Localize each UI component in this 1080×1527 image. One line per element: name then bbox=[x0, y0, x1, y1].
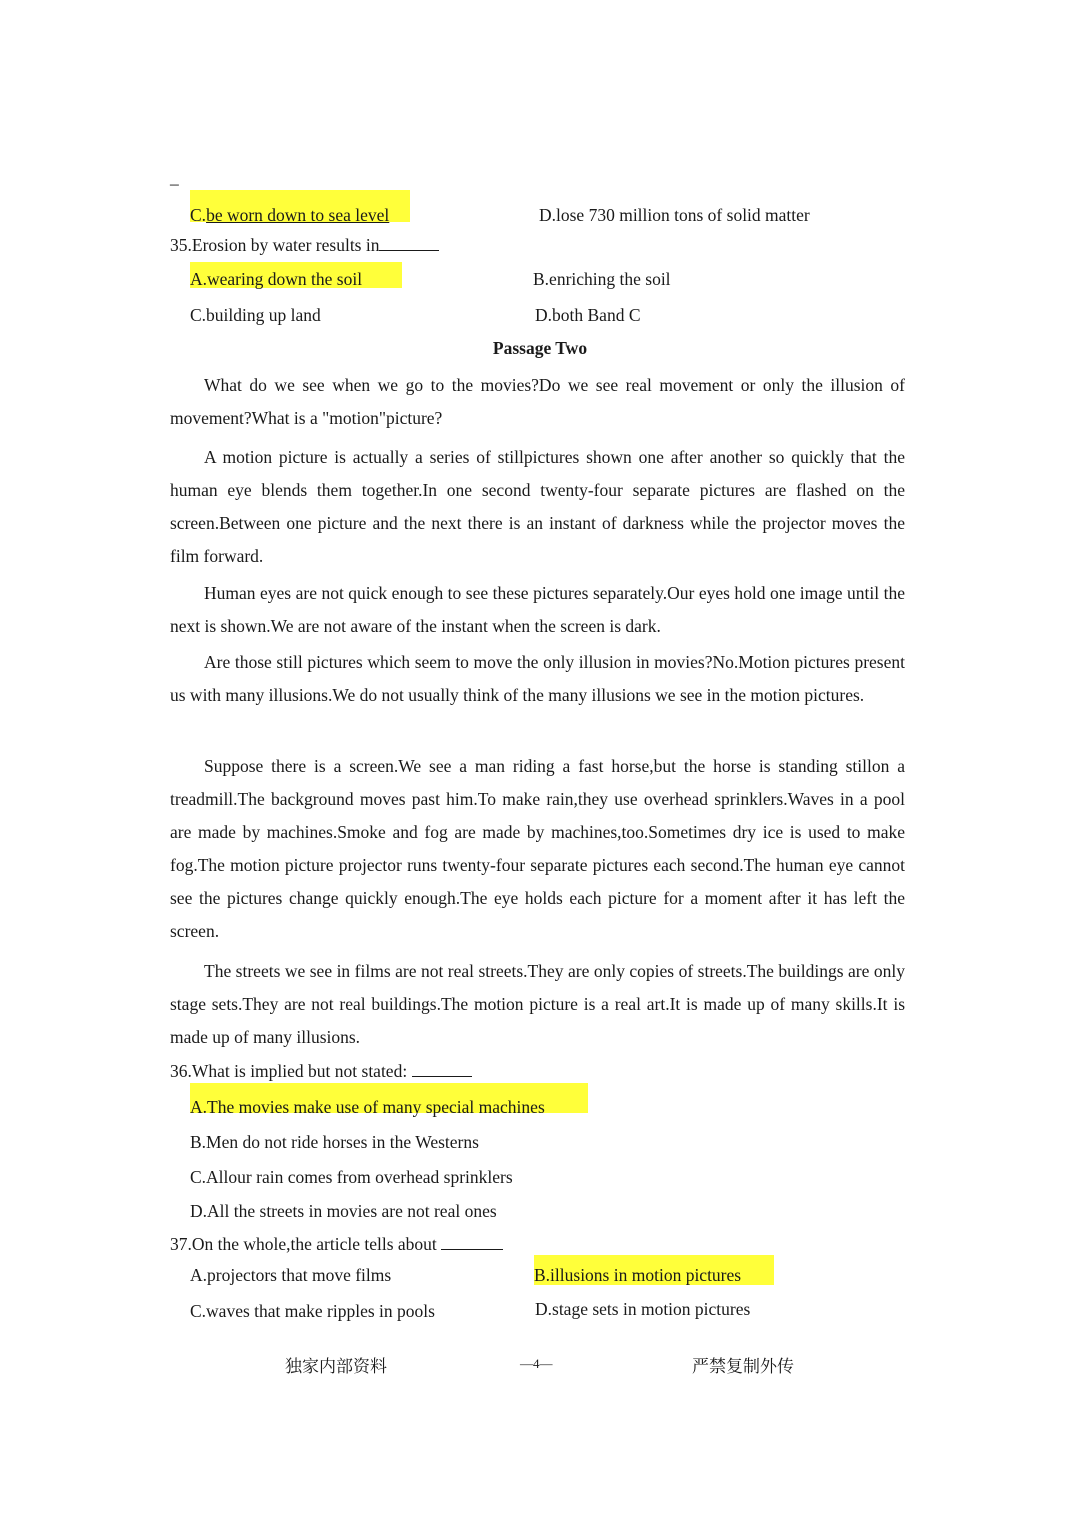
answer-blank bbox=[441, 1233, 503, 1250]
q35-option-d: D.both Band C bbox=[535, 305, 641, 325]
q36-stem-text: 36.What is implied but not stated: bbox=[170, 1061, 412, 1081]
footer-right: 严禁复制外传 bbox=[692, 1357, 794, 1376]
q35-option-b: B.enriching the soil bbox=[533, 269, 671, 289]
top-mark: _ bbox=[170, 167, 179, 187]
page-number: —4— bbox=[520, 1356, 553, 1371]
footer-left: 独家内部资料 bbox=[285, 1357, 387, 1376]
q34-option-c bbox=[190, 204, 389, 226]
paragraph-3: Human eyes are not quick enough to see these pictures separately.Our eyes hold one image until the next is shown.We are not aware of the instant when the screen is dark. bbox=[170, 583, 905, 636]
answer-blank bbox=[412, 1060, 472, 1077]
q36-option-d: D.All the streets in movies are not real ones bbox=[190, 1201, 497, 1221]
q34-option-d: D.lose 730 million tons of solid matter bbox=[539, 205, 810, 225]
q37-option-d: D.stage sets in motion pictures bbox=[535, 1299, 751, 1319]
passage-title: Passage Two bbox=[492, 338, 588, 358]
q36-stem bbox=[170, 1060, 472, 1082]
q36-option-b: B.Men do not ride horses in the Westerns bbox=[190, 1132, 479, 1152]
q34-option-c-text: be worn down to sea level bbox=[206, 205, 390, 225]
q37-option-a: A.projectors that move films bbox=[190, 1265, 392, 1285]
q34-option-c-prefix: C. bbox=[190, 205, 207, 225]
q37-stem bbox=[170, 1233, 503, 1255]
paragraph-2: A motion picture is actually a series of stillpictures shown one after another so quickly that the human eye blends them together.In one second twenty-four separate pictures are flashed on the screen.Between one picture and the next there is an instant of darkness while the projector moves the film forward. bbox=[170, 447, 905, 566]
q36-option-c: C.Allour rain comes from overhead sprinklers bbox=[190, 1167, 513, 1187]
q35-option-a: A.wearing down the soil bbox=[190, 269, 363, 289]
q37-option-c: C.waves that make ripples in pools bbox=[190, 1301, 435, 1321]
paragraph-1: What do we see when we go to the movies?Do we see real movement or only the illusion of movement?What is a "motion"picture? bbox=[170, 375, 905, 428]
paragraph-6: The streets we see in films are not real streets.They are only copies of streets.The buildings are only stage sets.They are not real buildings.The motion picture is a real art.It is made up of many skills.It is made up of many illusions. bbox=[170, 961, 905, 1047]
answer-blank bbox=[379, 234, 439, 251]
paragraph-5: Suppose there is a screen.We see a man riding a fast horse,but the horse is standing stillon a treadmill.The background moves past him.To make rain,they use overhead sprinklers.Waves in a pool are made by machines.Smoke and fog are made by machines,too.Sometimes dry ice is used to make fog.The motion picture projector runs twenty-four separate pictures each second.The human eye cannot see the pictures change quickly enough.The eye holds each picture for a moment after it has left the screen. bbox=[170, 756, 905, 941]
paragraph-4: Are those still pictures which seem to move the only illusion in movies?No.Motion pictures present us with many illusions.We do not usually think of the many illusions we see in the motion pictures. bbox=[170, 652, 905, 705]
q37-option-b: B.illusions in motion pictures bbox=[534, 1265, 742, 1285]
q37-stem-text: 37.On the whole,the article tells about bbox=[170, 1234, 442, 1254]
q35-option-c: C.building up land bbox=[190, 305, 321, 325]
q35-stem-text: 35.Erosion by water results in bbox=[170, 235, 380, 255]
q36-option-a: A.The movies make use of many special machines bbox=[190, 1097, 545, 1117]
q35-stem bbox=[170, 234, 439, 256]
